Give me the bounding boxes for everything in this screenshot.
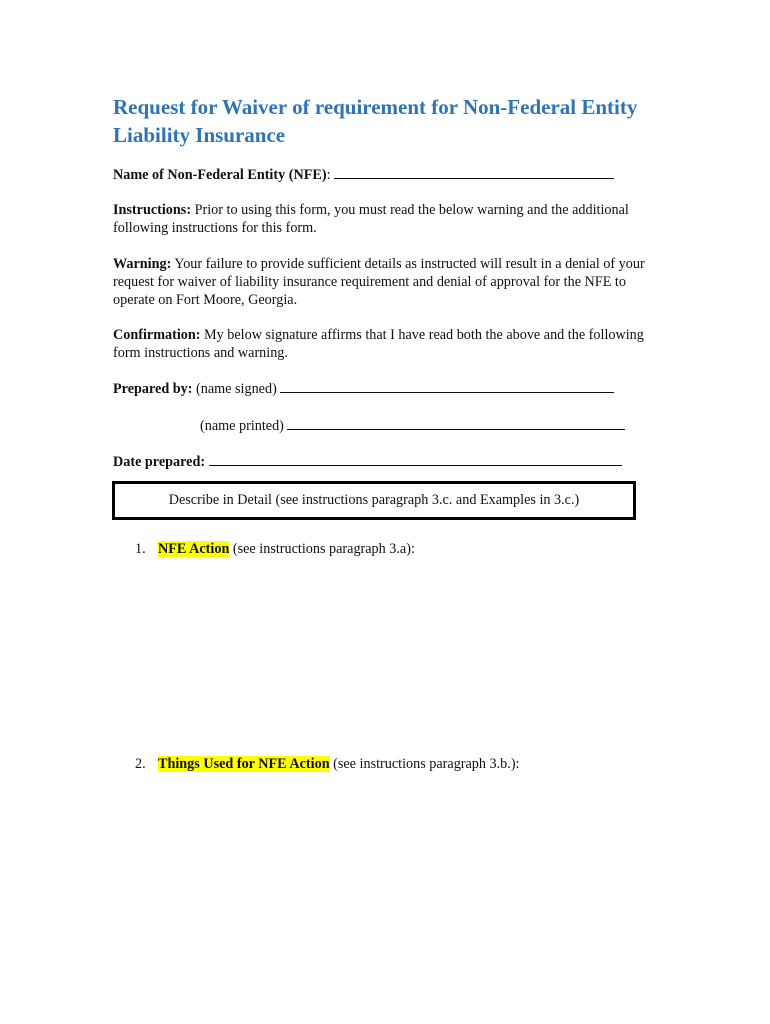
confirmation-paragraph [113, 326, 658, 362]
item-number: 1. [135, 541, 146, 557]
date-prepared-label: Date prepared: [113, 454, 206, 470]
instructions-paragraph [113, 201, 658, 237]
item-things-used [135, 755, 520, 773]
warning-text: Your failure to provide sufficient details as instructed will result in a denial of your request for waiver of liability insurance requirement and denial of approval for the NFE to operate on Fort Moore, Georgia. [113, 256, 645, 308]
item-text: (see instructions paragraph 3.a): [229, 541, 415, 557]
nfe-name-row [113, 165, 658, 184]
nfe-action-response-area[interactable] [158, 565, 658, 745]
form-title: Request for Waiver of requirement for Non-Federal Entity Liability Insurance [113, 95, 638, 147]
name-signed-label: (name signed) [192, 381, 281, 397]
things-used-response-area[interactable] [158, 780, 658, 980]
item-number: 2. [135, 756, 146, 772]
instructions-label: Instructions: [113, 202, 192, 218]
warning-label: Warning: [113, 256, 172, 272]
warning-paragraph [113, 255, 658, 309]
name-printed-field[interactable] [287, 416, 625, 430]
nfe-name-colon: : [326, 167, 331, 183]
item-nfe-action [135, 540, 415, 558]
item-highlight: Things Used for NFE Action [158, 756, 330, 772]
date-prepared-field[interactable] [209, 452, 622, 466]
confirmation-text: My below signature affirms that I have read both the above and the following form instructions and warning. [113, 327, 644, 361]
name-printed-label: (name printed) [200, 418, 288, 434]
nfe-name-label: Name of Non-Federal Entity (NFE) [113, 167, 327, 183]
describe-in-detail-box [112, 481, 636, 520]
name-printed-row [200, 416, 660, 435]
nfe-name-field[interactable] [334, 165, 614, 179]
item-text: (see instructions paragraph 3.b.): [329, 756, 520, 772]
item-highlight: NFE Action [158, 541, 230, 557]
prepared-by-row [113, 379, 658, 398]
describe-in-detail-text: Describe in Detail (see instructions paragraph 3.c. and Examples in 3.c.) [168, 492, 580, 508]
instructions-text: Prior to using this form, you must read the below warning and the additional following instructions for this form. [113, 202, 629, 236]
name-signed-field[interactable] [280, 379, 614, 393]
confirmation-label: Confirmation: [113, 327, 201, 343]
prepared-by-label: Prepared by: [113, 381, 193, 397]
date-prepared-row [113, 452, 658, 471]
